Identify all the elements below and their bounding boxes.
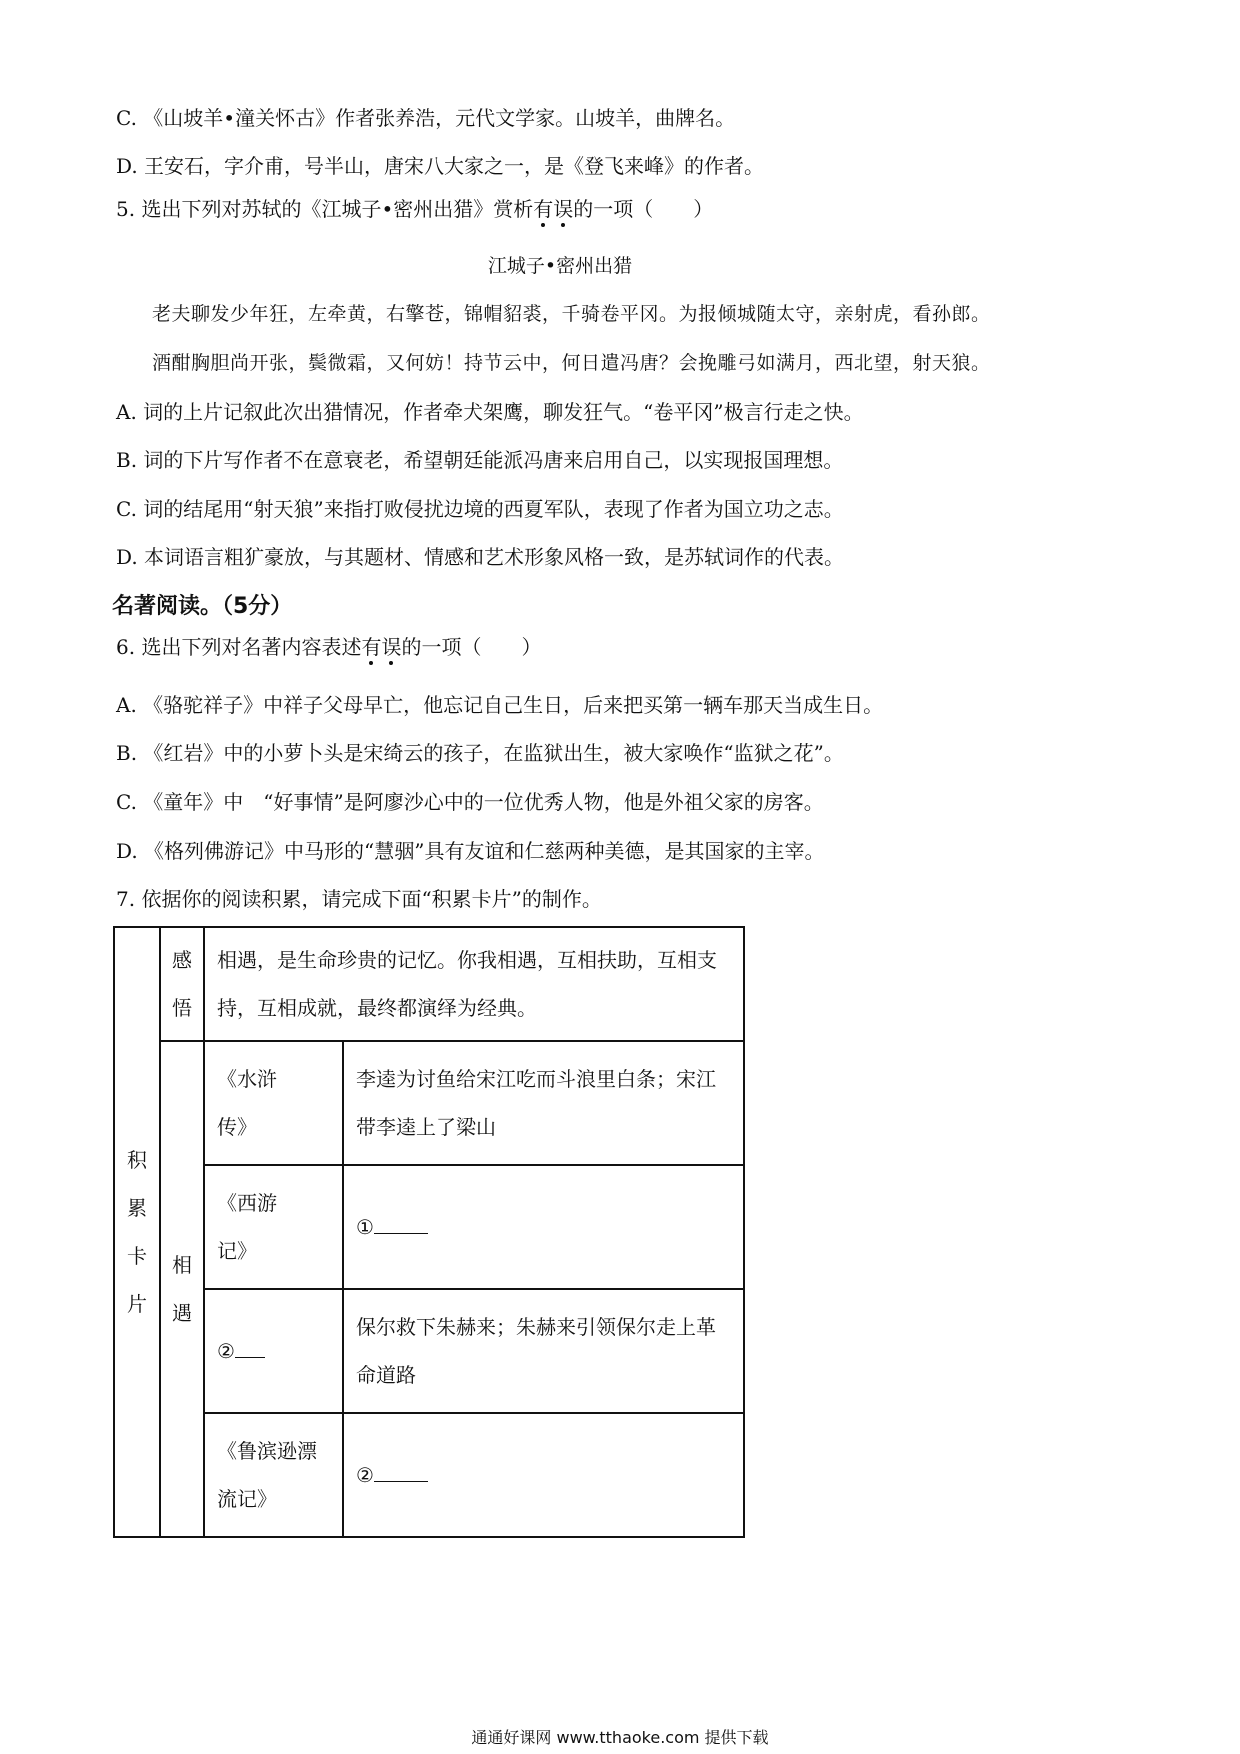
q5-option-b: B. 词的下片写作者不在意衰老，希望朝廷能派冯唐来启用自己，以实现报国理想。 <box>116 448 844 472</box>
q6-stem-emphasis-1: 有 <box>361 635 382 659</box>
q5-stem-before: 5. 选出下列对苏轼的《江城子•密州出猎》赏析 <box>116 197 534 221</box>
blank-marker: ② <box>356 1463 374 1487</box>
q5-option-a: A. 词的上片记叙此次出猎情况，作者牵犬架鹰，聊发狂气。“卷平冈”极言行走之快。 <box>116 400 864 424</box>
poem-title: 江城子•密州出猎 <box>487 255 633 277</box>
row-book-lubinxun <box>204 1413 343 1537</box>
poem-line-2: 酒酣胸胆尚开张，鬓微霜，又何妨！持节云中，何日遣冯唐？会挽雕弓如满月，西北望，射天狼。 <box>152 352 991 374</box>
row-book-shuihu <box>204 1041 343 1165</box>
q6-option-b: B. 《红岩》中的小萝卜头是宋绮云的孩子，在监狱出生，被大家唤作“监狱之花”。 <box>116 741 844 765</box>
answer-blank[interactable] <box>374 1459 428 1482</box>
answer-blank[interactable] <box>235 1335 265 1358</box>
book-title: 《水浒传》 <box>217 1067 277 1139</box>
q5-option-d: D. 本词语言粗犷豪放，与其题材、情感和艺术形象风格一致，是苏轼词作的代表。 <box>116 545 845 569</box>
book-title: 《鲁滨逊漂流记》 <box>217 1439 317 1511</box>
q5-stem <box>116 194 713 224</box>
accumulation-card-table <box>113 926 745 1538</box>
q6-stem-after: 的一项（ ） <box>401 635 542 659</box>
xiangyu-char: 遇 <box>172 1301 192 1325</box>
page-footer: 通通好课网 www.tthaoke.com 提供下载 <box>471 1728 769 1747</box>
row-text-shuihu: 李逵为讨鱼给宋江吃而斗浪里白条；宋江带李逵上了梁山 <box>343 1041 744 1165</box>
ganwu-char: 悟 <box>172 996 192 1020</box>
q6-stem-before: 6. 选出下列对名著内容表述 <box>116 635 362 659</box>
q6-option-a: A. 《骆驼祥子》中祥子父母早亡，他忘记自己生日，后来把买第一辆车那天当成生日。 <box>116 693 884 717</box>
row-book-xiyou <box>204 1165 343 1289</box>
card-title-vertical <box>114 927 160 1537</box>
blank-marker: ② <box>217 1339 235 1363</box>
ganwu-text: 相遇，是生命珍贵的记忆。你我相遇，互相扶助，互相支持，互相成就，最终都演绎为经典。 <box>204 927 744 1041</box>
q5-stem-emphasis-2: 误 <box>553 197 574 221</box>
ganwu-label <box>160 927 204 1041</box>
q4-option-c: C. 《山坡羊•潼关怀古》作者张养浩，元代文学家。山坡羊，曲牌名。 <box>116 106 736 130</box>
q6-option-d: D. 《格列佛游记》中马形的“慧骃”具有友谊和仁慈两种美德，是其国家的主宰。 <box>116 839 825 863</box>
ganwu-char: 感 <box>172 948 192 972</box>
q4-option-d: D. 王安石，字介甫，号半山，唐宋八大家之一，是《登飞来峰》的作者。 <box>116 154 765 178</box>
row-text-lubinxun-blank[interactable] <box>343 1413 744 1537</box>
xiangyu-char: 相 <box>172 1253 192 1277</box>
xiangyu-label <box>160 1041 204 1537</box>
card-title-char: 卡 <box>127 1244 147 1268</box>
q7-stem: 7. 依据你的阅读积累，请完成下面“积累卡片”的制作。 <box>116 887 602 911</box>
poem-line-1: 老夫聊发少年狂，左牵黄，右擎苍，锦帽貂裘，千骑卷平冈。为报倾城随太守，亲射虎，看孙郎。 <box>152 303 991 325</box>
card-title-char: 片 <box>127 1292 147 1316</box>
row-text-gangtie: 保尔救下朱赫来；朱赫来引领保尔走上革命道路 <box>343 1289 744 1413</box>
q5-option-c: C. 词的结尾用“射天狼”来指打败侵扰边境的西夏军队，表现了作者为国立功之志。 <box>116 497 844 521</box>
blank-marker: ① <box>356 1215 374 1239</box>
q6-stem <box>116 632 541 662</box>
q5-stem-emphasis-1: 有 <box>533 197 554 221</box>
row-book-blank[interactable] <box>204 1289 343 1413</box>
section-heading: 名著阅读。（5分） <box>112 594 293 619</box>
card-title-char: 累 <box>127 1196 147 1220</box>
row-text-xiyou-blank[interactable] <box>343 1165 744 1289</box>
card-title-char: 积 <box>127 1148 147 1172</box>
book-title: 《西游记》 <box>217 1191 277 1263</box>
q6-stem-emphasis-2: 误 <box>381 635 402 659</box>
q5-stem-after: 的一项（ ） <box>573 197 714 221</box>
q6-option-c: C. 《童年》中 “好事情”是阿廖沙心中的一位优秀人物，他是外祖父家的房客。 <box>116 790 824 814</box>
answer-blank[interactable] <box>374 1211 428 1234</box>
